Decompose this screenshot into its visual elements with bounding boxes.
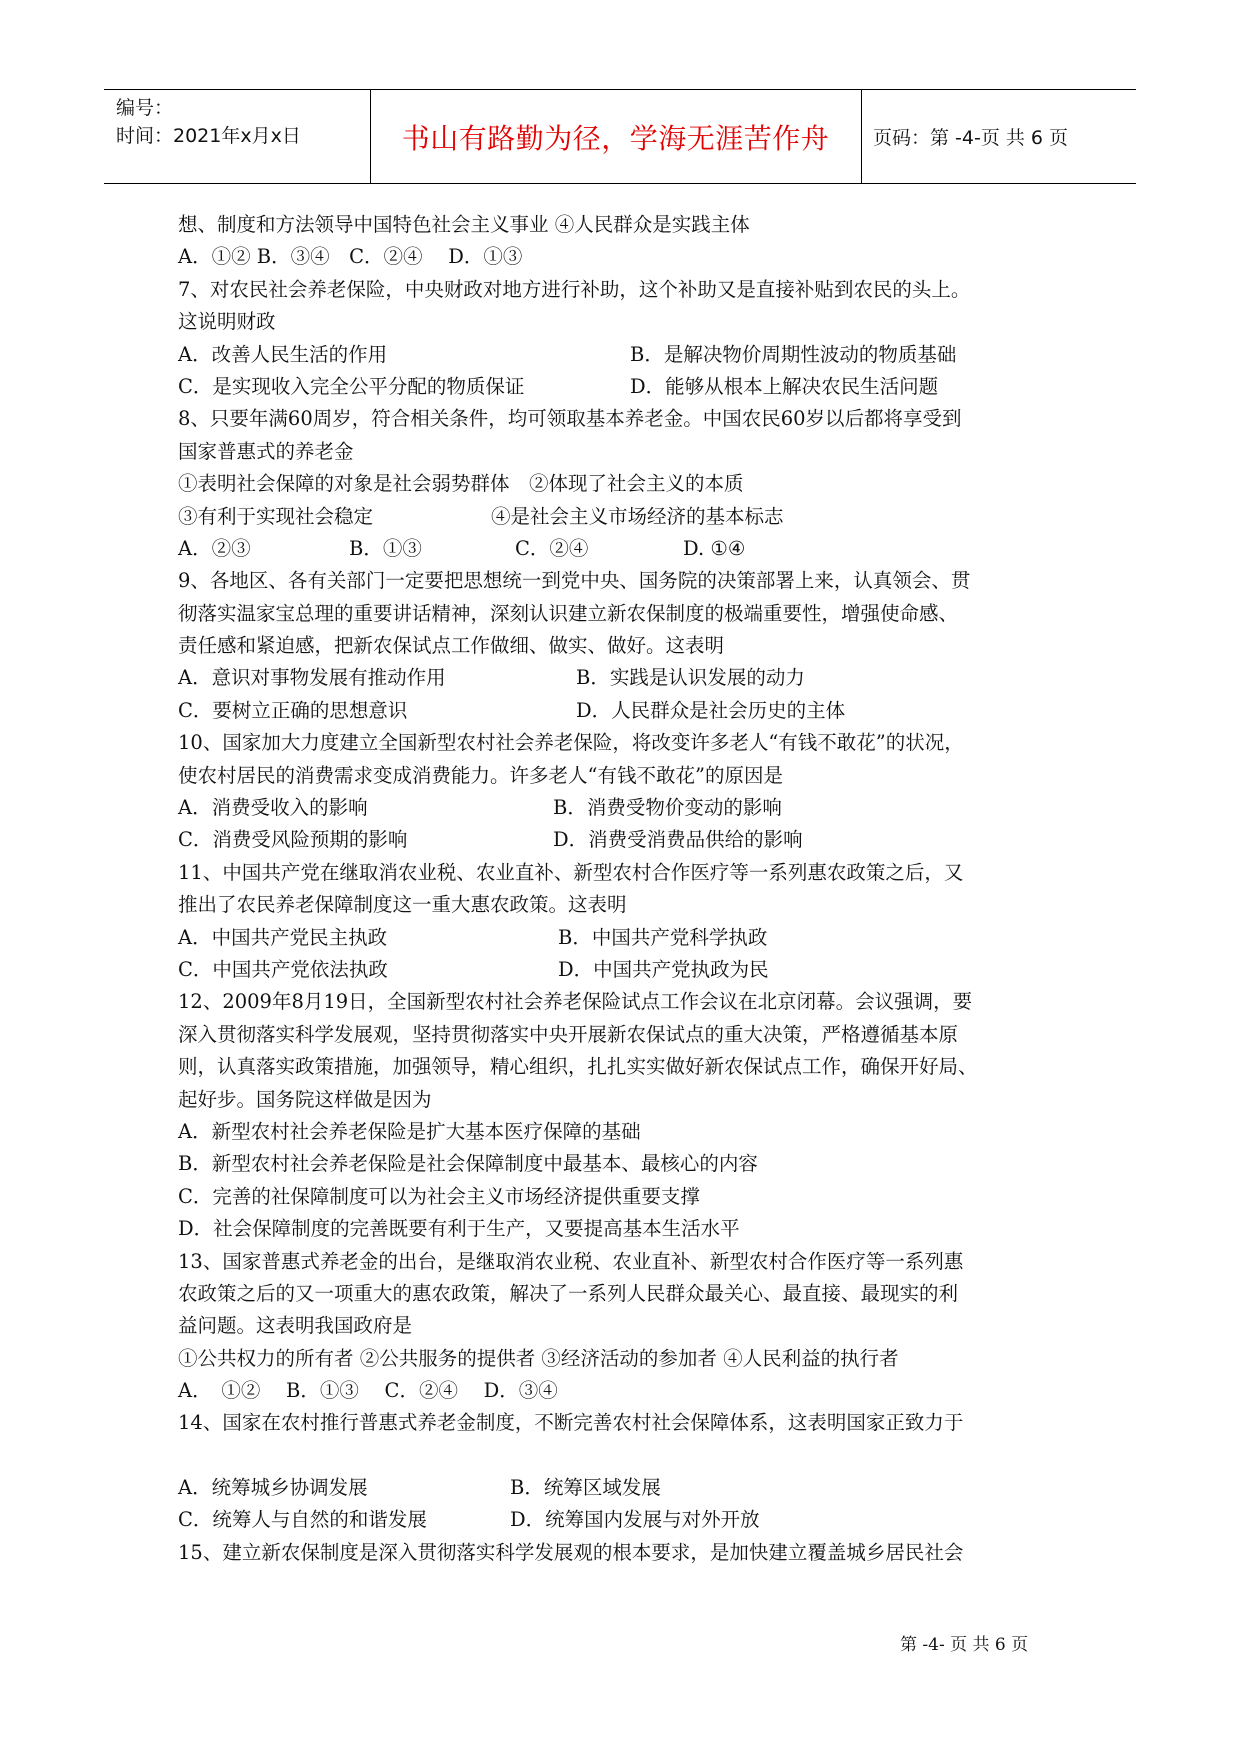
text-line: 使农村居民的消费需求变成消费能力。许多老人“有钱不敢花”的原因是 <box>178 763 783 787</box>
text-line <box>178 371 1078 403</box>
answer-option: B．是解决物价周期性波动的物质基础 <box>630 342 957 366</box>
text-line: A．①② B．③④ C．②④ D．①③ <box>178 245 523 269</box>
text-line <box>178 662 1078 694</box>
text-line: 则，认真落实政策措施，加强领导，精心组织，扎扎实实做好新农保试点工作，确保开好局、 <box>178 1055 978 1079</box>
text-line: 这说明财政 <box>178 310 276 334</box>
answer-option: B．①③ <box>349 536 422 560</box>
text-line: 想、制度和方法领导中国特色社会主义事业 ④人民群众是实践主体 <box>178 213 750 236</box>
answer-option: B．中国共产党科学执政 <box>558 925 768 949</box>
answer-option: A．意识对事物发展有推动作用 <box>178 666 446 690</box>
text-line: 农政策之后的又一项重大的惠农政策，解决了一系列人民群众最关心、最直接、最现实的利 <box>178 1281 959 1305</box>
text-line: B．新型农村社会养老保险是社会保障制度中最基本、最核心的内容 <box>178 1152 758 1176</box>
text-line <box>178 1472 1078 1504</box>
answer-option: D．中国共产党执政为民 <box>558 957 769 981</box>
header-page-info: 页码：第 -4-页 共 6 页 <box>873 127 1069 149</box>
text-line: 11、中国共产党在继取消农业税、农业直补、新型农村合作医疗等一系列惠农政策之后，又 <box>178 860 964 884</box>
answer-option: A．改善人民生活的作用 <box>178 342 388 366</box>
answer-option: A．中国共产党民主执政 <box>178 925 388 949</box>
text-line: 13、国家普惠式养老金的出台，是继取消农业税、农业直补、新型农村合作医疗等一系列惠 <box>178 1249 964 1273</box>
answer-option: D．能够从根本上解决农民生活问题 <box>630 374 939 398</box>
answer-option: A．②③ <box>178 536 251 560</box>
text-line: 7、对农民社会养老保险，中央财政对地方进行补助，这个补助又是直接补贴到农民的头上。 <box>178 277 971 301</box>
text-line: D．社会保障制度的完善既要有利于生产，又要提高基本生活水平 <box>178 1217 740 1241</box>
answer-option: B．消费受物价变动的影响 <box>553 796 782 820</box>
document-body <box>178 209 1078 1569</box>
text-line: 彻落实温家宝总理的重要讲话精神，深刻认识建立新农保制度的极端重要性，增强使命感、 <box>178 601 959 625</box>
answer-option: D．统筹国内发展与对外开放 <box>510 1508 760 1532</box>
text-line: 深入贯彻落实科学发展观，坚持贯彻落实中央开展新农保试点的重大决策，严格遵循基本原 <box>178 1022 959 1046</box>
text-line: 推出了农民养老保障制度这一重大惠农政策。这表明 <box>178 893 627 917</box>
answer-option: D. ①④ <box>683 536 746 560</box>
answer-option: C．②④ <box>515 536 589 560</box>
answer-option: A．统筹城乡协调发展 <box>178 1475 368 1499</box>
text-line: 15、建立新农保制度是深入贯彻落实科学发展观的根本要求，是加快建立覆盖城乡居民社会 <box>178 1540 964 1564</box>
text-line <box>178 792 1078 824</box>
text-line <box>178 824 1078 856</box>
header-motto: 书山有路勤为径，学海无涯苦作舟 <box>401 121 830 155</box>
text-line <box>178 922 1078 954</box>
text-line: A．新型农村社会养老保险是扩大基本医疗保障的基础 <box>178 1119 641 1143</box>
answer-option: ③有利于实现社会稳定 <box>178 504 374 528</box>
text-line: A． ①② B．①③ C．②④ D．③④ <box>178 1379 558 1403</box>
text-line: 益问题。这表明我国政府是 <box>178 1314 413 1338</box>
text-line: 8、只要年满60周岁，符合相关条件，均可领取基本养老金。中国农民60岁以后都将享受到 <box>178 407 962 431</box>
answer-option: C．中国共产党依法执政 <box>178 957 388 981</box>
answer-option: D．人民群众是社会历史的主体 <box>576 698 846 722</box>
text-line: 责任感和紧迫感，把新农保试点工作做细、做实、做好。这表明 <box>178 634 725 658</box>
text-line: 12、2009年8月19日，全国新型农村社会养老保险试点工作会议在北京闭幕。会议强调，要 <box>178 990 973 1014</box>
header-meta <box>116 94 301 150</box>
text-line: 9、各地区、各有关部门一定要把思想统一到党中央、国务院的决策部署上来，认真领会、贯 <box>178 569 971 593</box>
time-label: 时间：2021年x月x日 <box>116 125 301 147</box>
answer-option: B．实践是认识发展的动力 <box>576 666 805 690</box>
number-label: 编号： <box>116 97 174 119</box>
text-line <box>178 339 1078 371</box>
text-line: ①表明社会保障的对象是社会弱势群体 ②体现了社会主义的本质 <box>178 472 744 496</box>
page-header <box>104 89 1136 184</box>
text-line <box>178 954 1078 986</box>
text-line: C．完善的社保障制度可以为社会主义市场经济提供重要支撑 <box>178 1184 700 1208</box>
answer-option: C．消费受风险预期的影响 <box>178 828 408 852</box>
answer-option: C．统筹人与自然的和谐发展 <box>178 1508 427 1532</box>
text-line: 10、国家加大力度建立全国新型农村社会养老保险，将改变许多老人“有钱不敢花”的状况， <box>178 731 964 755</box>
text-line <box>178 1504 1078 1536</box>
text-line <box>178 533 1078 565</box>
text-line: 国家普惠式的养老金 <box>178 439 354 463</box>
answer-option: C．要树立正确的思想意识 <box>178 698 408 722</box>
answer-option: A．消费受收入的影响 <box>178 796 368 820</box>
text-line: 14、国家在农村推行普惠式养老金制度，不断完善农村社会保障体系，这表明国家正致力于 <box>178 1411 964 1435</box>
answer-option: ④是社会主义市场经济的基本标志 <box>491 504 784 528</box>
answer-option: C．是实现收入完全公平分配的物质保证 <box>178 374 525 398</box>
text-line <box>178 695 1078 727</box>
text-line <box>178 501 1078 533</box>
answer-option: D．消费受消费品供给的影响 <box>553 828 803 852</box>
answer-option: B．统筹区域发展 <box>510 1475 661 1499</box>
text-line: 起好步。国务院这样做是因为 <box>178 1087 432 1111</box>
text-line: ①公共权力的所有者 ②公共服务的提供者 ③经济活动的参加者 ④人民利益的执行者 <box>178 1346 899 1370</box>
page-footer: 第 -4- 页 共 6 页 <box>900 1635 1029 1655</box>
